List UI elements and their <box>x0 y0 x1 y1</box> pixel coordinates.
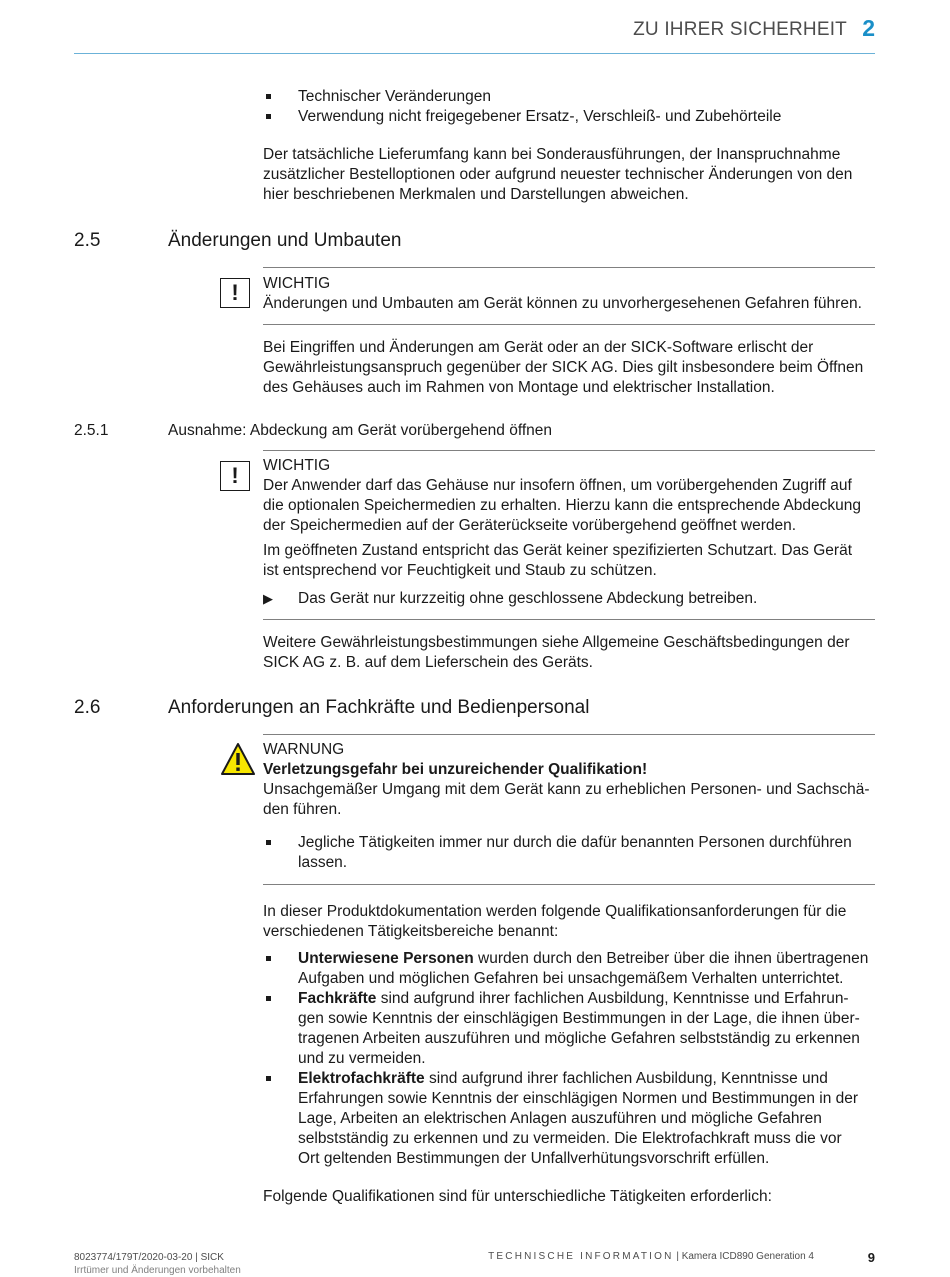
bullet-square-icon <box>266 1076 271 1081</box>
intro-paragraph: Der tatsächliche Lieferumfang kann bei Sonderausführungen, der Inanspruchnahme zusätzlicher Bestelloptionen oder aufgrund neuester technischer Änderungen von den hier beschriebenen Merkmalen und Darstellungen abweichen. <box>263 146 853 203</box>
role-term: Unterwiesene Personen <box>298 950 474 967</box>
note-label: WICHTIG <box>263 457 331 474</box>
warning-note: WARNUNG Verletzungsgefahr bei unzureichender Qualifikation! Unsachgemäßer Umgang mit dem Gerät kann zu erheblichen Personen- und Sachschä- den führen. <box>263 741 870 818</box>
paragraph: In dieser Produktdokumentation werden folgende Qualifikationsanforderungen für die verschiedenen Tätigkeitsbereiche benannt: <box>263 903 847 940</box>
divider <box>263 450 875 451</box>
divider <box>263 884 875 885</box>
divider <box>263 619 875 620</box>
header-chapter-number: 2 <box>862 15 875 41</box>
role-term: Fachkräfte <box>298 990 377 1007</box>
page-header <box>74 0 875 54</box>
paragraph: Weitere Gewährleistungsbestimmungen siehe Allgemeine Geschäftsbedingungen der SICK AG z. B. auf dem Lieferschein des Geräts. <box>263 634 850 671</box>
footer-product: | Kamera ICD890 Generation 4 <box>673 1251 814 1262</box>
bullet-square-icon <box>266 840 271 845</box>
footer-doc-title <box>488 1251 814 1262</box>
list-item: Fachkräfte sind aufgrund ihrer fachlichen Ausbildung, Kenntnisse und Erfahrun- gen sowie Kenntnis der einschlägigen Bestimmungen in der Lage, die ihnen über- tragenen Arbeiten auszuführen und mögliche Gefahren selbstständig zu erkennen und zu vermeiden. <box>263 989 875 1069</box>
section-number: 2.6 <box>74 697 101 718</box>
important-note <box>263 274 862 314</box>
page-number: 9 <box>867 1250 875 1265</box>
triangle-right-icon: ▶ <box>263 591 273 606</box>
footer-doc-id: 8023774/179T/2020-03-20 | SICK <box>74 1252 224 1263</box>
paragraph: Folgende Qualifikationen sind für unterschiedliche Tätigkeiten erforderlich: <box>263 1188 772 1205</box>
bullet-square-icon <box>266 94 271 99</box>
section-number: 2.5 <box>74 230 101 251</box>
note-paragraph: Im geöffneten Zustand entspricht das Gerät keiner spezifizierten Schutzart. Das Gerät ist entsprechend vor Feuchtigkeit und Staub zu schützen. <box>263 542 853 579</box>
footer-doc-type: TECHNISCHE INFORMATION <box>488 1251 674 1262</box>
subsection-number: 2.5.1 <box>74 422 109 439</box>
warning-label: WARNUNG <box>263 741 345 758</box>
divider <box>263 267 875 268</box>
exclamation-box-icon: ! <box>220 461 250 491</box>
paragraph: Bei Eingriffen und Änderungen am Gerät oder an der SICK-Software erlischt der Gewährleistungsanspruch gegenüber der SICK AG. Dies gilt insbesondere beim Öffnen des Gehäuses auch im Rahmen von Montage und elektrischer Installation. <box>263 339 864 396</box>
action-item: ▶ Das Gerät nur kurzzeitig ohne geschlossene Abdeckung betreiben. <box>263 590 758 607</box>
subsection-heading: Ausnahme: Abdeckung am Gerät vorübergehend öffnen <box>168 422 553 439</box>
list-item: Unterwiesene Personen wurden durch den Betreiber über die ihnen übertragenen Aufgaben und möglichen Gefahren bei unsachgemäßem Verhalten unterrichtet. <box>263 949 875 989</box>
list-item: Technischer Veränderungen <box>263 87 875 107</box>
footer-doc-info <box>74 1251 241 1277</box>
warning-title: Verletzungsgefahr bei unzureichender Qualifikation! <box>263 761 648 778</box>
footer-disclaimer: Irrtümer und Änderungen vorbehalten <box>74 1265 241 1276</box>
bullet-square-icon <box>266 114 271 119</box>
divider <box>263 324 875 325</box>
list-item: Jegliche Tätigkeiten immer nur durch die dafür benannten Personen durchführen lassen. <box>263 833 875 873</box>
role-term: Elektrofachkräfte <box>298 1070 425 1087</box>
bullet-square-icon <box>266 996 271 1001</box>
note-text: Änderungen und Umbauten am Gerät können zu unvorhergesehenen Gefahren führen. <box>263 295 862 312</box>
list-item: Elektrofachkräfte sind aufgrund ihrer fachlichen Ausbildung, Kenntnisse und Erfahrungen sowie Kenntnis der einschlägigen Normen und Bestimmungen in der Lage, Arbeiten an elektrischen Anlagen auszuführen und mögliche Gefahren selbstständig zu erkennen und zu vermeiden. Die Elektrofachkraft muss die vor Ort geltenden Bestimmungen der Unfallverhütungsvorschrift erfüllen. <box>263 1069 875 1169</box>
exclamation-box-icon: ! <box>220 278 250 308</box>
bullet-square-icon <box>266 956 271 961</box>
section-heading: Anforderungen an Fachkräfte und Bedienpersonal <box>168 697 590 718</box>
list-item: Verwendung nicht freigegebener Ersatz-, Verschleiß- und Zubehörteile <box>263 107 875 127</box>
section-heading: Änderungen und Umbauten <box>168 230 402 251</box>
note-label: WICHTIG <box>263 275 331 292</box>
important-note: WICHTIG Der Anwender darf das Gehäuse nur insofern öffnen, um vorübergehenden Zugriff auf die optionalen Speichermedien zu erhalten. Hierzu kann die entsprechende Abdeckung der Speichermedien auf der Geräterückseite vorübergehend geöffnet werden. <box>263 457 862 534</box>
warning-triangle-icon <box>220 742 256 776</box>
divider <box>263 734 875 735</box>
header-section-title: ZU IHRER SICHERHEIT <box>633 19 847 40</box>
